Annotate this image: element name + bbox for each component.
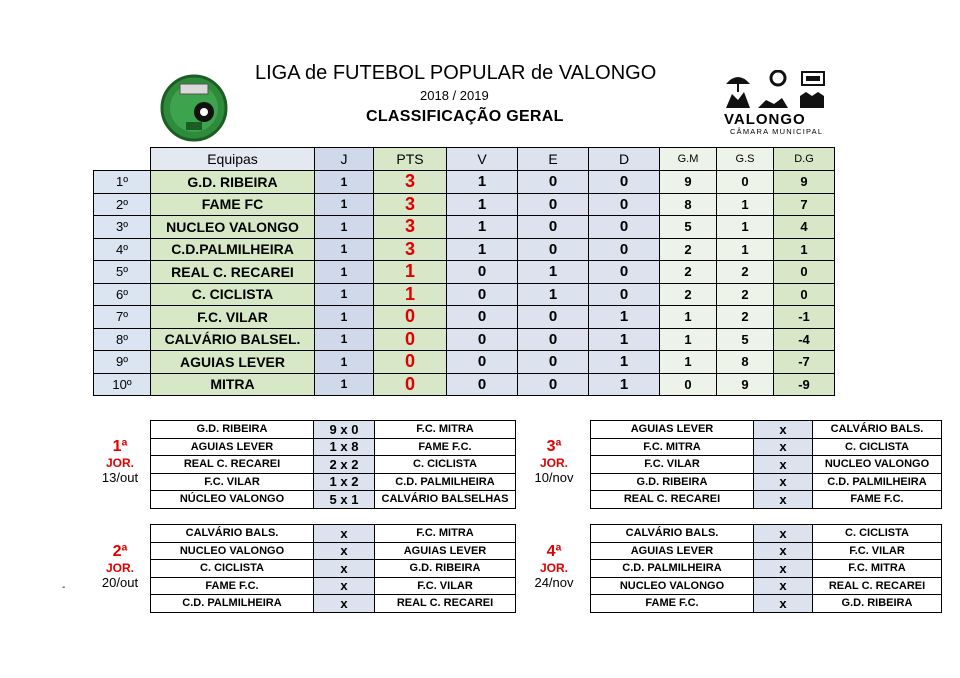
header-goals-for: G.M [660,148,717,171]
match-score: x [754,595,813,613]
goals-against-cell: 5 [717,328,774,351]
match-score: x [314,525,375,543]
round-label-4 [524,543,584,591]
away-team: CALVÁRIO BALSELHAS [375,491,516,509]
home-team: F.C. VILAR [591,456,754,474]
points-cell: 1 [374,261,447,284]
match-score: x [754,456,813,474]
home-team: G.D. RIBEIRA [591,473,754,491]
games-cell: 1 [315,283,374,306]
round-date: 20/out [101,575,139,590]
goal-diff-cell: -4 [774,328,835,351]
header-team: Equipas [151,148,315,171]
position-cell: 7º [94,306,151,329]
goal-diff-cell: -1 [774,306,835,329]
points-cell: 3 [374,193,447,216]
away-team: C. CICLISTA [375,456,516,474]
games-cell: 1 [315,306,374,329]
fixture-row [151,577,516,595]
goal-diff-cell: -7 [774,351,835,374]
losses-cell: 0 [589,261,660,284]
team-name: REAL C. RECAREI [151,261,315,284]
home-team: NÚCLEO VALONGO [151,491,314,509]
losses-cell: 1 [589,306,660,329]
fixtures-round-3 [590,420,942,509]
goal-diff-cell: 7 [774,193,835,216]
goals-for-cell: 2 [660,261,717,284]
round-jor: JOR. [539,456,568,470]
away-team: FAME F.C. [375,438,516,456]
home-team: REAL C. RECAREI [591,491,754,509]
goals-for-cell: 9 [660,171,717,194]
fixtures-round-4 [590,524,942,613]
draws-cell: 1 [518,261,589,284]
home-team: FAME F.C. [591,595,754,613]
header-goals-against: G.S [717,148,774,171]
header-draws: E [518,148,589,171]
wins-cell: 0 [447,261,518,284]
team-name: G.D. RIBEIRA [151,171,315,194]
goals-against-cell: 2 [717,283,774,306]
wins-cell: 0 [447,351,518,374]
home-team: C. CICLISTA [151,560,314,578]
match-score: x [754,438,813,456]
draws-cell: 1 [518,283,589,306]
fixture-row [151,595,516,613]
away-team: REAL C. RECAREI [375,595,516,613]
draws-cell: 0 [518,171,589,194]
goal-diff-cell: 0 [774,261,835,284]
games-cell: 1 [315,216,374,239]
goals-against-cell: 1 [717,238,774,261]
fixture-row [591,438,942,456]
round-date: 24/nov [534,575,574,590]
standings-row [94,306,835,329]
header-goal-diff: D.G [774,148,835,171]
team-name: CALVÁRIO BALSEL. [151,328,315,351]
fixture-row [591,560,942,578]
away-team: AGUIAS LEVER [375,542,516,560]
goals-for-cell: 1 [660,351,717,374]
standings-row [94,351,835,374]
match-score: 5 x 1 [314,491,375,509]
points-cell: 0 [374,351,447,374]
team-name: FAME FC [151,193,315,216]
wins-cell: 1 [447,238,518,261]
fixture-row [591,525,942,543]
fixture-row [151,473,516,491]
games-cell: 1 [315,193,374,216]
round-label-3 [524,438,584,486]
away-team: C. CICLISTA [813,525,942,543]
goals-for-cell: 1 [660,328,717,351]
wins-cell: 1 [447,193,518,216]
team-name: C. CICLISTA [151,283,315,306]
match-score: x [754,560,813,578]
draws-cell: 0 [518,216,589,239]
match-score: 1 x 8 [314,438,375,456]
goals-against-cell: 1 [717,216,774,239]
games-cell: 1 [315,373,374,396]
standings-row [94,238,835,261]
match-score: 9 x 0 [314,421,375,439]
away-team: F.C. MITRA [375,421,516,439]
round-date: 13/out [101,470,139,485]
match-score: x [754,421,813,439]
round-label-2 [90,543,150,591]
header-blank [94,148,151,171]
draws-cell: 0 [518,306,589,329]
team-name: AGUIAS LEVER [151,351,315,374]
fixture-row [591,473,942,491]
games-cell: 1 [315,328,374,351]
goal-diff-cell: 1 [774,238,835,261]
goals-for-cell: 8 [660,193,717,216]
match-score: x [314,577,375,595]
season-label: 2018 / 2019 [420,88,489,103]
games-cell: 1 [315,351,374,374]
round-number: 2ª [112,543,128,560]
match-score: x [754,491,813,509]
away-team: G.D. RIBEIRA [375,560,516,578]
away-team: F.C. MITRA [375,525,516,543]
header-losses: D [589,148,660,171]
away-team: C.D. PALMILHEIRA [375,473,516,491]
losses-cell: 0 [589,238,660,261]
goals-against-cell: 9 [717,373,774,396]
losses-cell: 0 [589,216,660,239]
round-jor: JOR. [105,561,134,575]
round-number: 4ª [546,543,562,560]
sponsor-name: VALONGO [724,111,806,128]
draws-cell: 0 [518,373,589,396]
home-team: NUCLEO VALONGO [591,577,754,595]
wins-cell: 0 [447,328,518,351]
goals-for-cell: 0 [660,373,717,396]
goals-against-cell: 8 [717,351,774,374]
points-cell: 0 [374,373,447,396]
away-team: F.C. VILAR [375,577,516,595]
position-cell: 4º [94,238,151,261]
home-team: C.D. PALMILHEIRA [591,560,754,578]
losses-cell: 0 [589,171,660,194]
fixture-row [591,491,942,509]
losses-cell: 1 [589,373,660,396]
goals-for-cell: 1 [660,306,717,329]
header-points: PTS [374,148,447,171]
losses-cell: 1 [589,351,660,374]
losses-cell: 0 [589,193,660,216]
home-team: F.C. MITRA [591,438,754,456]
home-team: REAL C. RECAREI [151,456,314,474]
position-cell: 8º [94,328,151,351]
wins-cell: 0 [447,306,518,329]
away-team: G.D. RIBEIRA [813,595,942,613]
round-number: 1ª [112,438,128,455]
fixture-row [151,542,516,560]
position-cell: 2º [94,193,151,216]
team-name: C.D.PALMILHEIRA [151,238,315,261]
draws-cell: 0 [518,193,589,216]
club-logo [148,70,240,142]
points-cell: 3 [374,238,447,261]
away-team: NUCLEO VALONGO [813,456,942,474]
home-team: CALVÁRIO BALS. [591,525,754,543]
points-cell: 1 [374,283,447,306]
away-team: FAME F.C. [813,491,942,509]
away-team: C.D. PALMILHEIRA [813,473,942,491]
standings-table [93,147,835,396]
fixtures-round-1 [150,420,516,509]
wins-cell: 1 [447,216,518,239]
fixture-row [591,542,942,560]
goals-for-cell: 2 [660,238,717,261]
match-score: x [754,525,813,543]
match-score: x [314,595,375,613]
fixture-row [591,577,942,595]
points-cell: 0 [374,306,447,329]
position-cell: 1º [94,171,151,194]
standings-row [94,193,835,216]
standings-row [94,171,835,194]
standings-row [94,216,835,239]
away-team: REAL C. RECAREI [813,577,942,595]
stray-mark: - [62,582,66,593]
round-date: 10/nov [534,470,574,485]
fixtures-round-2 [150,524,516,613]
sponsor-subtitle: CÂMARA MUNICIPAL [730,127,824,136]
draws-cell: 0 [518,351,589,374]
fixture-row [151,456,516,474]
match-score: x [754,473,813,491]
away-team: C. CICLISTA [813,438,942,456]
match-score: 1 x 2 [314,473,375,491]
match-score: x [314,560,375,578]
goals-against-cell: 0 [717,171,774,194]
wins-cell: 0 [447,283,518,306]
fixture-row [151,421,516,439]
match-score: 2 x 2 [314,456,375,474]
home-team: AGUIAS LEVER [591,542,754,560]
games-cell: 1 [315,261,374,284]
match-score: x [754,577,813,595]
standings-header-row [94,148,835,171]
standings-row [94,328,835,351]
standings-row [94,373,835,396]
position-cell: 9º [94,351,151,374]
section-title: CLASSIFICAÇÃO GERAL [366,108,564,125]
round-jor: JOR. [105,456,134,470]
fixture-row [151,525,516,543]
fixture-row [151,491,516,509]
points-cell: 0 [374,328,447,351]
away-team: F.C. VILAR [813,542,942,560]
away-team: CALVÁRIO BALS. [813,421,942,439]
goals-against-cell: 2 [717,261,774,284]
goals-against-cell: 1 [717,193,774,216]
match-score: x [314,542,375,560]
goals-against-cell: 2 [717,306,774,329]
fixture-row [591,421,942,439]
round-number: 3ª [546,438,562,455]
header-games: J [315,148,374,171]
goal-diff-cell: 9 [774,171,835,194]
draws-cell: 0 [518,238,589,261]
points-cell: 3 [374,171,447,194]
home-team: AGUIAS LEVER [151,438,314,456]
fixture-row [591,595,942,613]
wins-cell: 0 [447,373,518,396]
team-name: NUCLEO VALONGO [151,216,315,239]
standings-row [94,261,835,284]
away-team: F.C. MITRA [813,560,942,578]
match-score: x [754,542,813,560]
losses-cell: 1 [589,328,660,351]
losses-cell: 0 [589,283,660,306]
home-team: C.D. PALMILHEIRA [151,595,314,613]
goal-diff-cell: 0 [774,283,835,306]
games-cell: 1 [315,238,374,261]
draws-cell: 0 [518,328,589,351]
home-team: CALVÁRIO BALS. [151,525,314,543]
points-cell: 3 [374,216,447,239]
standings-row [94,283,835,306]
games-cell: 1 [315,171,374,194]
round-label-1 [90,438,150,486]
position-cell: 3º [94,216,151,239]
position-cell: 6º [94,283,151,306]
home-team: AGUIAS LEVER [591,421,754,439]
goal-diff-cell: 4 [774,216,835,239]
goal-diff-cell: -9 [774,373,835,396]
home-team: NUCLEO VALONGO [151,542,314,560]
home-team: G.D. RIBEIRA [151,421,314,439]
header-wins: V [447,148,518,171]
round-jor: JOR. [539,561,568,575]
goals-for-cell: 5 [660,216,717,239]
team-name: MITRA [151,373,315,396]
fixture-row [151,438,516,456]
page-title: LIGA de FUTEBOL POPULAR de VALONGO [255,62,657,84]
goals-for-cell: 2 [660,283,717,306]
fixture-row [591,456,942,474]
team-name: F.C. VILAR [151,306,315,329]
home-team: FAME F.C. [151,577,314,595]
position-cell: 10º [94,373,151,396]
home-team: F.C. VILAR [151,473,314,491]
wins-cell: 1 [447,171,518,194]
position-cell: 5º [94,261,151,284]
fixture-row [151,560,516,578]
